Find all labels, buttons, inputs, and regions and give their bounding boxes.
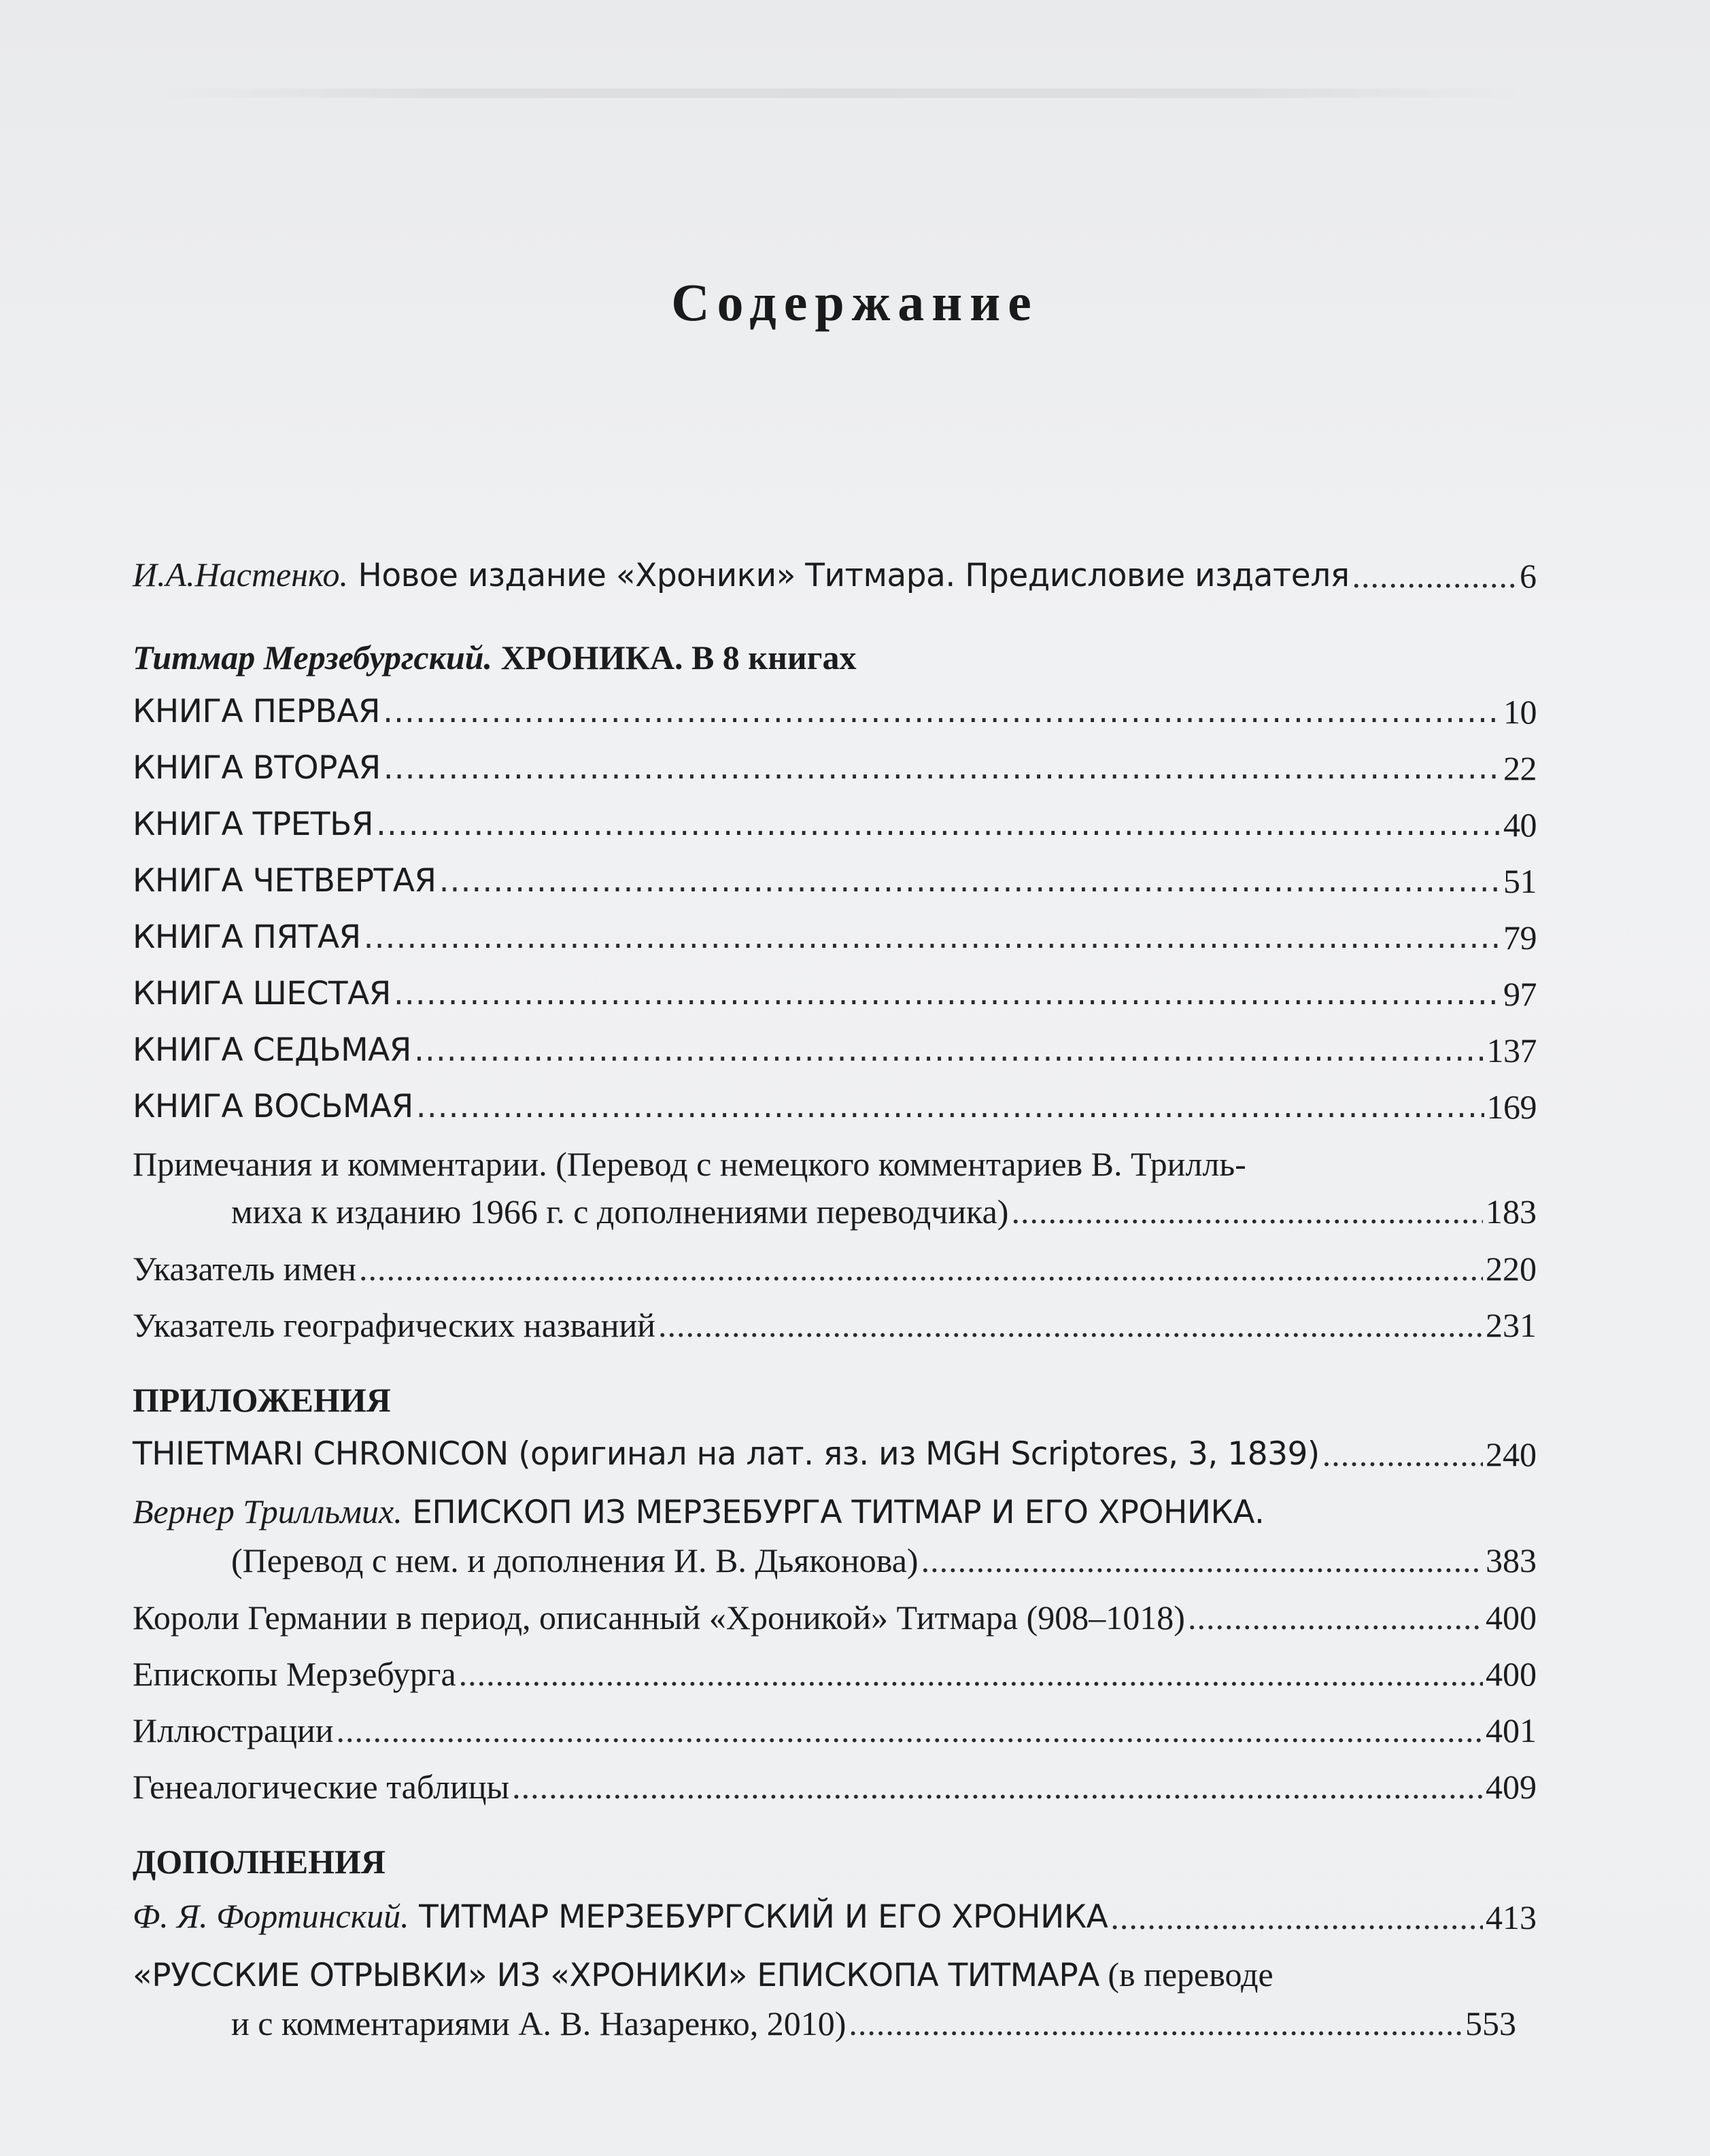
dot-leader: [383, 688, 1501, 736]
entry-label-line2: и с комментариями А. В. Назаренко, 2010): [231, 2004, 847, 2042]
page-title: Содержание: [671, 273, 1039, 332]
toc-entry-bishops: [133, 1650, 1537, 1698]
entry-label-line1: Примечания и комментарии. (Перевод с немецкого комментариев В. Трилль-: [133, 1145, 1246, 1183]
entry-label: Указатель географических названий: [133, 1306, 656, 1344]
dot-leader: [383, 745, 1501, 792]
entry-label: КНИГА СЕДЬМАЯ: [133, 1031, 411, 1069]
entry-label: КНИГА ПЕРВАЯ: [133, 693, 381, 730]
table-of-contents: [133, 551, 1537, 2047]
bleed-through-ornament: [150, 88, 1530, 98]
dot-leader: [336, 1707, 1483, 1754]
toc-entry-chronicon: [133, 1431, 1537, 1478]
entry-label: Генеалогические таблицы: [133, 1768, 510, 1806]
entry-label-line1-caps: «РУССКИЕ ОТРЫВКИ» ИЗ «ХРОНИКИ» ЕПИСКОПА ТИТМАРА: [133, 1957, 1099, 1994]
page-number: 97: [1503, 975, 1537, 1013]
page-number: 383: [1486, 1541, 1537, 1579]
page-number: 400: [1486, 1598, 1537, 1637]
toc-entry-trillmich: [133, 1488, 1537, 1584]
page-number: 220: [1486, 1250, 1537, 1288]
toc-entry-book-5: [133, 914, 1537, 961]
page-number: 22: [1503, 749, 1537, 787]
section-heading-appendices: ПРИЛОЖЕНИЯ: [133, 1381, 391, 1419]
preface-author: И.А.Настенко.: [133, 555, 349, 594]
dot-leader: [414, 1027, 1484, 1074]
page-number: 553: [1465, 2004, 1516, 2042]
dot-leader: [439, 857, 1501, 905]
entry-label: Епископы Мерзебурга: [133, 1655, 456, 1693]
toc-entry-index-names: [133, 1245, 1537, 1293]
dot-leader: [1110, 1894, 1483, 1941]
dot-leader: [921, 1537, 1483, 1584]
dot-leader: [416, 1083, 1484, 1131]
toc-entry-book-6: [133, 970, 1537, 1018]
dot-leader: [394, 970, 1501, 1018]
page-number: 137: [1486, 1031, 1537, 1070]
fortinsky-author: Ф. Я. Фортинский.: [133, 1897, 409, 1935]
toc-entry-book-7: [133, 1027, 1537, 1074]
toc-entry-kings: [133, 1594, 1537, 1641]
toc-entry-book-4: [133, 857, 1537, 905]
toc-entry-notes: [133, 1140, 1537, 1235]
page-number: 409: [1486, 1768, 1537, 1806]
toc-entry-book-3: [133, 801, 1537, 849]
dot-leader: [1188, 1594, 1483, 1641]
toc-entry-index-geo: [133, 1301, 1537, 1349]
entry-label: КНИГА ШЕСТАЯ: [133, 975, 391, 1012]
entry-label: КНИГА ТРЕТЬЯ: [133, 806, 373, 843]
preface-title: Новое издание «Хроники» Титмара. Предисловие издателя: [348, 557, 1350, 594]
dot-leader: [512, 1763, 1483, 1811]
page-number: 231: [1486, 1306, 1537, 1344]
dot-leader: [359, 1245, 1483, 1293]
chronicle-title: ХРОНИКА. В 8 книгах: [492, 638, 857, 677]
page-number: 51: [1503, 862, 1537, 900]
section-heading-additions: ДОПОЛНЕНИЯ: [133, 1843, 386, 1881]
entry-label-line2: (Перевод с нем. и дополнения И. В. Дьяконова): [231, 1541, 919, 1579]
entry-label: КНИГА ЧЕТВЕРТАЯ: [133, 862, 437, 900]
entry-label: ТИТМАР МЕРЗЕБУРГСКИЙ И ЕГО ХРОНИКА: [409, 1898, 1108, 1936]
toc-entry-preface: [133, 551, 1537, 600]
toc-entry-book-1: [133, 688, 1537, 736]
dot-leader: [1322, 1431, 1483, 1478]
entry-label: Указатель имен: [133, 1250, 357, 1288]
page-number: 10: [1503, 693, 1537, 731]
toc-entry-book-8: [133, 1083, 1537, 1131]
dot-leader: [459, 1650, 1483, 1698]
trillmich-author: Вернер Трилльмих.: [133, 1492, 403, 1530]
chronicle-author: Титмар Мерзебургский.: [133, 638, 493, 677]
page-number: 240: [1486, 1435, 1537, 1473]
dot-leader: [1011, 1188, 1483, 1235]
entry-label: Короли Германии в период, описанный «Хроникой» Титмара (908–1018): [133, 1598, 1185, 1637]
page-number: 79: [1503, 919, 1537, 957]
dot-leader: [658, 1301, 1483, 1349]
entry-label: THIETMARI CHRONICON (оригинал на лат. яз. из MGH Scriptores, 3, 1839): [133, 1435, 1320, 1473]
entry-label: КНИГА ВОСЬМАЯ: [133, 1088, 413, 1125]
entry-label: Иллюстрации: [133, 1711, 334, 1749]
page-number: 183: [1486, 1193, 1537, 1231]
entry-label: КНИГА ПЯТАЯ: [133, 919, 361, 956]
entry-label-line1: ЕПИСКОП ИЗ МЕРЗЕБУРГА ТИТМАР И ЕГО ХРОНИКА.: [402, 1494, 1265, 1531]
page-number: 401: [1486, 1711, 1537, 1749]
page-number: 400: [1486, 1655, 1537, 1693]
toc-entry-fortinsky: [133, 1892, 1537, 1941]
entry-label-line1-rest: (в переводе: [1099, 1955, 1273, 1994]
page-number: 6: [1520, 557, 1537, 595]
toc-entry-russian-fragments: [133, 1951, 1537, 2047]
dot-leader: [849, 2000, 1463, 2047]
dot-leader: [364, 914, 1501, 961]
dot-leader: [1352, 552, 1517, 600]
entry-label: КНИГА ВТОРАЯ: [133, 749, 381, 787]
entry-label-line2: миха к изданию 1966 г. с дополнениями переводчика): [231, 1193, 1009, 1231]
toc-entry-book-2: [133, 745, 1537, 792]
dot-leader: [376, 801, 1501, 849]
toc-entry-illustrations: [133, 1707, 1537, 1754]
page-number: 169: [1486, 1088, 1537, 1126]
page-number: 413: [1486, 1898, 1537, 1936]
toc-entry-genealogy: [133, 1763, 1537, 1811]
chronicle-heading: [133, 634, 1537, 681]
page-number: 40: [1503, 806, 1537, 844]
